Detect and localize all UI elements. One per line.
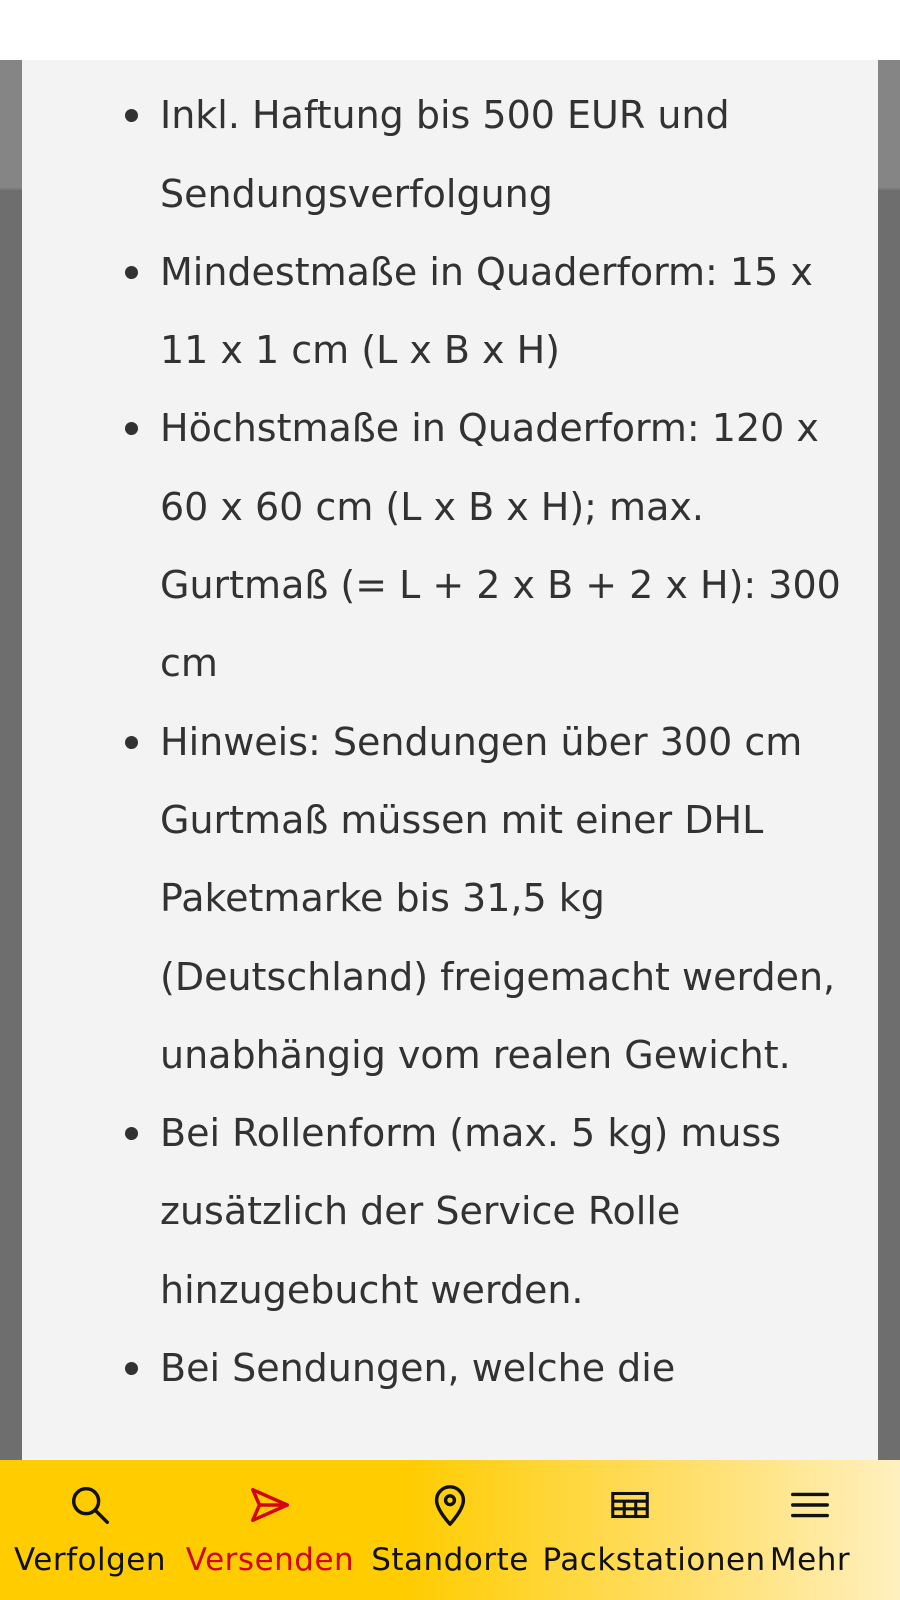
search-icon: [67, 1482, 113, 1528]
bullet-item: [22, 703, 878, 1094]
info-sheet[interactable]: [22, 60, 878, 1460]
nav-label-versenden: Versenden: [185, 1542, 355, 1578]
nav-label-standorte: Standorte: [371, 1542, 529, 1578]
bullet-text: Bei Sendungen, welche die: [160, 1346, 676, 1391]
bullet-dot: [125, 266, 138, 279]
nav-item-mehr[interactable]: [720, 1460, 900, 1600]
nav-label-verfolgen: Verfolgen: [13, 1542, 166, 1578]
nav-item-packstationen[interactable]: [540, 1460, 766, 1600]
bullet-text: Inkl. Haftung bis 500 EUR und Sendungsverfolgung: [160, 93, 730, 216]
nav-item-standorte[interactable]: [360, 1460, 540, 1600]
bullet-item: [22, 1094, 878, 1329]
bullet-list: [22, 76, 878, 1407]
location-pin-icon: [427, 1482, 473, 1528]
send-icon: [247, 1482, 293, 1528]
bullet-dot: [125, 736, 138, 749]
bullet-item: [22, 233, 878, 390]
bullet-dot: [125, 1362, 138, 1375]
nav-label-mehr: Mehr: [769, 1542, 851, 1578]
sheet-content: [22, 0, 878, 1407]
menu-icon: [787, 1482, 833, 1528]
bullet-text: Höchstmaße in Quaderform: 120 x 60 x 60 cm (L x B x H); max. Gurtmaß (= L + 2 x B + 2 x H): 300 cm: [160, 406, 841, 686]
bullet-item: [22, 76, 878, 233]
bullet-text: Hinweis: Sendungen über 300 cm Gurtmaß müssen mit einer DHL Paketmarke bis 31,5 kg (Deutschland) freigemacht werden, unabhängig vom realen Gewicht.: [160, 719, 836, 1077]
nav-item-verfolgen[interactable]: [0, 1460, 180, 1600]
bullet-dot: [125, 1127, 138, 1140]
bullet-dot: [125, 422, 138, 435]
packstation-icon: [607, 1482, 653, 1528]
bullet-text: Mindestmaße in Quaderform: 15 x 11 x 1 cm (L x B x H): [160, 249, 813, 373]
bullet-text: Bei Rollenform (max. 5 kg) muss zusätzlich der Service Rolle hinzugebucht werden.: [160, 1111, 782, 1312]
bullet-item: [22, 389, 878, 702]
bullet-item: [22, 1329, 878, 1407]
bottom-navigation: [0, 1460, 900, 1600]
status-bar: [0, 0, 900, 60]
bullet-dot: [125, 109, 138, 122]
nav-item-versenden[interactable]: [180, 1460, 360, 1600]
nav-label-packstationen: Packstationen: [542, 1542, 766, 1578]
